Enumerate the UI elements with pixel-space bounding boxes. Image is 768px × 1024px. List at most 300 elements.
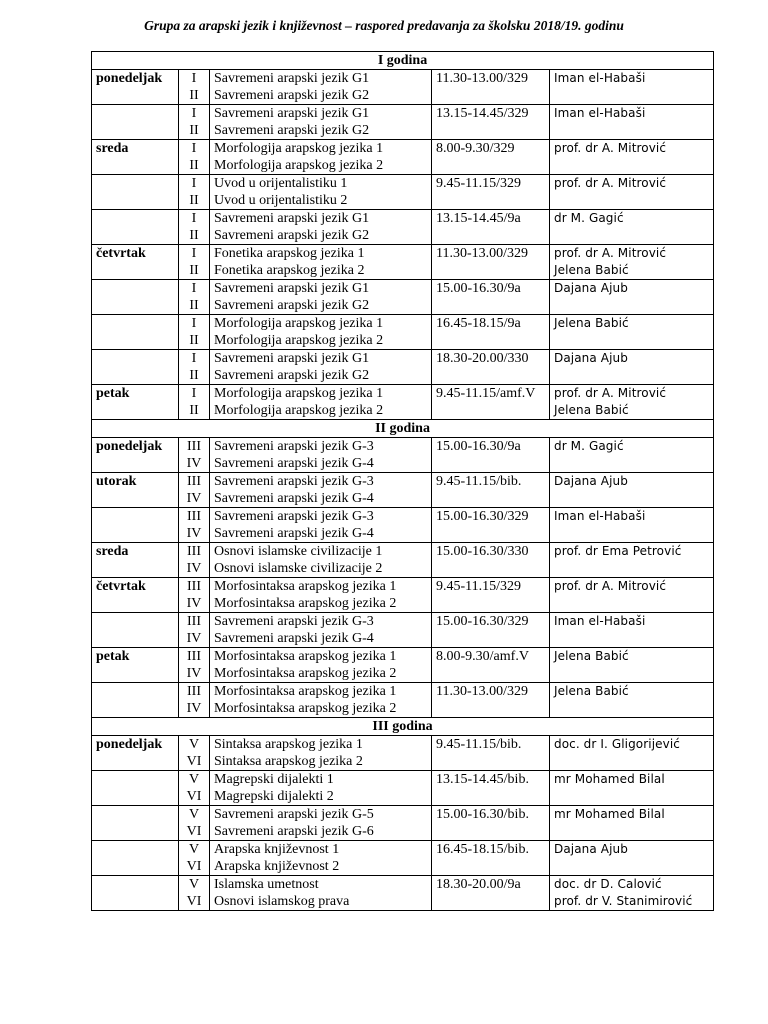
- lecturer-cell: [550, 578, 714, 613]
- day-label: ponedeljak: [96, 737, 163, 752]
- course-name: Morfosintaksa arapskog jezika 1: [214, 649, 397, 664]
- semester-cell: [179, 315, 210, 350]
- lecturer-name: Iman el-Habaši: [554, 509, 646, 523]
- day-cell: [92, 648, 179, 683]
- semester-label: II: [189, 368, 199, 383]
- semester-label: V: [188, 772, 200, 787]
- course-cell: [210, 771, 432, 806]
- course-cell: [210, 543, 432, 578]
- lecturer-name: prof. dr A. Mitrović: [554, 579, 667, 593]
- semester-label: I: [191, 141, 197, 156]
- semester-cell: [179, 245, 210, 280]
- lecturer-cell: [550, 140, 714, 175]
- time-room-cell: [432, 683, 550, 718]
- semester-label: III: [187, 649, 201, 664]
- semester-cell: [179, 210, 210, 245]
- semester-label: IV: [186, 666, 202, 681]
- day-cell: [92, 385, 179, 420]
- time-room-cell: [432, 385, 550, 420]
- lecturer-name: Iman el-Habaši: [554, 106, 646, 120]
- day-cell: [92, 578, 179, 613]
- lecturer-name: prof. dr A. Mitrović: [554, 141, 667, 155]
- time-room: 8.00-9.30/329: [436, 141, 515, 156]
- time-room-cell: [432, 543, 550, 578]
- lecturer-cell: [550, 736, 714, 771]
- time-room: 11.30-13.00/329: [436, 71, 529, 86]
- course-name: Islamska umetnost: [214, 877, 319, 892]
- semester-label: VI: [186, 754, 202, 769]
- course-name: Fonetika arapskog jezika 1: [214, 246, 365, 261]
- time-room: 9.45-11.15/bib.: [436, 474, 522, 489]
- schedule-row: [92, 876, 714, 911]
- course-cell: [210, 210, 432, 245]
- time-room-cell: [432, 841, 550, 876]
- time-room-cell: [432, 105, 550, 140]
- course-name: Morfologija arapskog jezika 2: [214, 333, 384, 348]
- course-name: Uvod u orijentalistiku 2: [214, 193, 348, 208]
- time-room-cell: [432, 578, 550, 613]
- time-room: 11.30-13.00/329: [436, 246, 529, 261]
- course-name: Savremeni arapski jezik G-3: [214, 509, 374, 524]
- course-cell: [210, 841, 432, 876]
- course-cell: [210, 876, 432, 911]
- semester-label: II: [189, 88, 199, 103]
- semester-label: II: [189, 193, 199, 208]
- lecturer-cell: [550, 175, 714, 210]
- course-name: Morfologija arapskog jezika 1: [214, 141, 384, 156]
- time-room-cell: [432, 473, 550, 508]
- course-name: Savremeni arapski jezik G1: [214, 106, 370, 121]
- schedule-row: [92, 438, 714, 473]
- lecturer-cell: [550, 841, 714, 876]
- lecturer-cell: [550, 613, 714, 648]
- schedule-row: [92, 841, 714, 876]
- course-name: Arapska književnost 2: [214, 859, 340, 874]
- time-room: 9.45-11.15/329: [436, 579, 522, 594]
- day-label: [96, 806, 174, 823]
- semester-label: VI: [186, 894, 202, 909]
- lecturer-cell: [550, 70, 714, 105]
- day-cell: [92, 140, 179, 175]
- time-room-cell: [432, 508, 550, 543]
- year-header-row: [92, 420, 714, 438]
- semester-label: III: [187, 544, 201, 559]
- time-room: 8.00-9.30/amf.V: [436, 649, 529, 664]
- course-name: Magrepski dijalekti 2: [214, 789, 334, 804]
- day-label: četvrtak: [96, 246, 146, 261]
- lecturer-cell: [550, 350, 714, 385]
- lecturer-name: Jelena Babić: [554, 649, 629, 663]
- course-cell: [210, 736, 432, 771]
- course-cell: [210, 245, 432, 280]
- lecturer-cell: [550, 683, 714, 718]
- course-name: Savremeni arapski jezik G2: [214, 368, 370, 383]
- course-cell: [210, 280, 432, 315]
- lecturer-cell: [550, 806, 714, 841]
- time-room: 15.00-16.30/330: [436, 544, 529, 559]
- course-name: Morfosintaksa arapskog jezika 1: [214, 684, 397, 699]
- schedule-row: [92, 245, 714, 280]
- course-cell: [210, 385, 432, 420]
- time-room: 13.15-14.45/329: [436, 106, 529, 121]
- time-room: 18.30-20.00/330: [436, 351, 529, 366]
- course-name: Savremeni arapski jezik G-4: [214, 631, 374, 646]
- semester-label: II: [189, 333, 199, 348]
- time-room: 15.00-16.30/329: [436, 614, 529, 629]
- day-cell: [92, 736, 179, 771]
- semester-label: IV: [186, 631, 202, 646]
- lecturer-name: mr Mohamed Bilal: [554, 772, 665, 786]
- schedule-row: [92, 385, 714, 420]
- lecturer-name: Jelena Babić: [554, 403, 629, 417]
- semester-label: III: [187, 684, 201, 699]
- semester-cell: [179, 683, 210, 718]
- time-room-cell: [432, 315, 550, 350]
- day-label: četvrtak: [96, 579, 146, 594]
- time-room-cell: [432, 613, 550, 648]
- day-cell: [92, 771, 179, 806]
- day-cell: [92, 70, 179, 105]
- day-cell: [92, 280, 179, 315]
- document-title: Grupa za arapski jezik i književnost – raspored predavanja za školsku 2018/19. godinu: [144, 18, 624, 33]
- course-name: Savremeni arapski jezik G-3: [214, 614, 374, 629]
- lecturer-name: prof. dr Ema Petrović: [554, 544, 682, 558]
- day-cell: [92, 543, 179, 578]
- time-room-cell: [432, 736, 550, 771]
- day-label: ponedeljak: [96, 71, 163, 86]
- course-name: Uvod u orijentalistiku 1: [214, 176, 348, 191]
- day-label: petak: [96, 386, 130, 401]
- lecturer-cell: [550, 508, 714, 543]
- day-cell: [92, 315, 179, 350]
- schedule-row: [92, 175, 714, 210]
- semester-label: III: [187, 509, 201, 524]
- semester-label: IV: [186, 491, 202, 506]
- course-name: Savremeni arapski jezik G-6: [214, 824, 374, 839]
- semester-label: I: [191, 386, 197, 401]
- day-label: [96, 315, 174, 332]
- lecturer-name: Iman el-Habaši: [554, 71, 646, 85]
- day-label: [96, 613, 174, 630]
- course-name: Savremeni arapski jezik G2: [214, 298, 370, 313]
- course-name: Osnovi islamske civilizacije 2: [214, 561, 383, 576]
- schedule-row: [92, 648, 714, 683]
- day-label: [96, 508, 174, 525]
- course-name: Magrepski dijalekti 1: [214, 772, 334, 787]
- time-room-cell: [432, 245, 550, 280]
- schedule-row: [92, 683, 714, 718]
- schedule-row: [92, 543, 714, 578]
- semester-cell: [179, 736, 210, 771]
- day-cell: [92, 473, 179, 508]
- semester-cell: [179, 105, 210, 140]
- semester-label: I: [191, 351, 197, 366]
- semester-label: V: [188, 737, 200, 752]
- course-name: Savremeni arapski jezik G-5: [214, 807, 374, 822]
- semester-cell: [179, 140, 210, 175]
- course-name: Savremeni arapski jezik G2: [214, 228, 370, 243]
- schedule-row: [92, 771, 714, 806]
- semester-cell: [179, 841, 210, 876]
- semester-cell: [179, 473, 210, 508]
- course-cell: [210, 438, 432, 473]
- time-room: 15.00-16.30/bib.: [436, 807, 529, 822]
- lecturer-name: Jelena Babić: [554, 684, 629, 698]
- lecturer-cell: [550, 473, 714, 508]
- schedule-row: [92, 350, 714, 385]
- day-cell: [92, 806, 179, 841]
- schedule-row: [92, 806, 714, 841]
- semester-cell: [179, 543, 210, 578]
- schedule-row: [92, 70, 714, 105]
- course-cell: [210, 613, 432, 648]
- lecturer-cell: [550, 438, 714, 473]
- semester-label: II: [189, 228, 199, 243]
- lecturer-name: Dajana Ajub: [554, 474, 628, 488]
- day-cell: [92, 841, 179, 876]
- semester-label: I: [191, 176, 197, 191]
- semester-cell: [179, 70, 210, 105]
- course-name: Morfosintaksa arapskog jezika 2: [214, 596, 397, 611]
- day-label: [96, 175, 174, 192]
- day-label: utorak: [96, 474, 137, 489]
- day-label: [96, 876, 174, 893]
- course-cell: [210, 806, 432, 841]
- day-label: [96, 105, 174, 122]
- time-room: 9.45-11.15/329: [436, 176, 522, 191]
- time-room-cell: [432, 140, 550, 175]
- semester-label: I: [191, 211, 197, 226]
- day-label: [96, 210, 174, 227]
- course-name: Morfologija arapskog jezika 1: [214, 316, 384, 331]
- time-room: 15.00-16.30/329: [436, 509, 529, 524]
- semester-label: VI: [186, 859, 202, 874]
- time-room: 16.45-18.15/bib.: [436, 842, 529, 857]
- course-cell: [210, 578, 432, 613]
- time-room-cell: [432, 438, 550, 473]
- course-cell: [210, 315, 432, 350]
- day-label: sreda: [96, 544, 129, 559]
- day-label: [96, 350, 174, 367]
- time-room-cell: [432, 70, 550, 105]
- course-cell: [210, 508, 432, 543]
- day-label: [96, 683, 174, 700]
- semester-label: IV: [186, 561, 202, 576]
- day-cell: [92, 508, 179, 543]
- semester-label: II: [189, 298, 199, 313]
- schedule-table: [91, 51, 714, 911]
- schedule-row: [92, 578, 714, 613]
- day-cell: [92, 876, 179, 911]
- schedule-row: [92, 280, 714, 315]
- year-header: III godina: [92, 718, 714, 736]
- time-room-cell: [432, 648, 550, 683]
- semester-label: I: [191, 106, 197, 121]
- course-name: Osnovi islamskog prava: [214, 894, 350, 909]
- day-label: [96, 771, 174, 788]
- semester-label: VI: [186, 789, 202, 804]
- time-room-cell: [432, 771, 550, 806]
- course-name: Sintaksa arapskog jezika 1: [214, 737, 363, 752]
- lecturer-cell: [550, 543, 714, 578]
- time-room: 11.30-13.00/329: [436, 684, 529, 699]
- semester-label: I: [191, 316, 197, 331]
- day-cell: [92, 438, 179, 473]
- course-name: Savremeni arapski jezik G-3: [214, 439, 374, 454]
- lecturer-name: mr Mohamed Bilal: [554, 807, 665, 821]
- lecturer-name: dr M. Gagić: [554, 439, 624, 453]
- lecturer-cell: [550, 210, 714, 245]
- lecturer-name: Dajana Ajub: [554, 842, 628, 856]
- semester-label: II: [189, 158, 199, 173]
- course-name: Savremeni arapski jezik G2: [214, 123, 370, 138]
- semester-label: IV: [186, 526, 202, 541]
- day-label: [96, 280, 174, 297]
- day-label: petak: [96, 649, 130, 664]
- day-cell: [92, 613, 179, 648]
- course-name: Savremeni arapski jezik G1: [214, 351, 370, 366]
- course-name: Savremeni arapski jezik G-4: [214, 491, 374, 506]
- day-cell: [92, 245, 179, 280]
- schedule-row: [92, 105, 714, 140]
- year-header-row: [92, 52, 714, 70]
- semester-cell: [179, 613, 210, 648]
- lecturer-cell: [550, 648, 714, 683]
- lecturer-cell: [550, 245, 714, 280]
- lecturer-cell: [550, 105, 714, 140]
- time-room: 16.45-18.15/9a: [436, 316, 521, 331]
- course-cell: [210, 350, 432, 385]
- lecturer-name: dr M. Gagić: [554, 211, 624, 225]
- course-cell: [210, 473, 432, 508]
- lecturer-cell: [550, 385, 714, 420]
- semester-label: III: [187, 614, 201, 629]
- course-cell: [210, 105, 432, 140]
- course-cell: [210, 175, 432, 210]
- semester-cell: [179, 280, 210, 315]
- semester-label: I: [191, 281, 197, 296]
- day-cell: [92, 350, 179, 385]
- lecturer-name: prof. dr V. Stanimirović: [554, 894, 693, 908]
- schedule-row: [92, 508, 714, 543]
- semester-label: I: [191, 246, 197, 261]
- lecturer-name: doc. dr D. Calović: [554, 877, 662, 891]
- lecturer-cell: [550, 280, 714, 315]
- day-cell: [92, 175, 179, 210]
- semester-label: IV: [186, 596, 202, 611]
- semester-cell: [179, 876, 210, 911]
- lecturer-name: Dajana Ajub: [554, 281, 628, 295]
- semester-label: VI: [186, 824, 202, 839]
- semester-label: I: [191, 71, 197, 86]
- lecturer-cell: [550, 876, 714, 911]
- time-room-cell: [432, 280, 550, 315]
- schedule-row: [92, 210, 714, 245]
- time-room-cell: [432, 175, 550, 210]
- lecturer-cell: [550, 315, 714, 350]
- lecturer-name: Jelena Babić: [554, 316, 629, 330]
- schedule-row: [92, 473, 714, 508]
- semester-label: III: [187, 579, 201, 594]
- semester-label: II: [189, 263, 199, 278]
- semester-label: III: [187, 474, 201, 489]
- semester-cell: [179, 771, 210, 806]
- semester-label: V: [188, 877, 200, 892]
- semester-label: IV: [186, 456, 202, 471]
- course-cell: [210, 140, 432, 175]
- course-name: Savremeni arapski jezik G-4: [214, 456, 374, 471]
- course-name: Morfologija arapskog jezika 2: [214, 403, 384, 418]
- time-room: 13.15-14.45/bib.: [436, 772, 529, 787]
- year-header: II godina: [92, 420, 714, 438]
- course-name: Morfosintaksa arapskog jezika 2: [214, 666, 397, 681]
- course-name: Savremeni arapski jezik G-3: [214, 474, 374, 489]
- schedule-row: [92, 315, 714, 350]
- time-room-cell: [432, 876, 550, 911]
- course-name: Fonetika arapskog jezika 2: [214, 263, 365, 278]
- course-cell: [210, 70, 432, 105]
- lecturer-name: prof. dr A. Mitrović: [554, 176, 667, 190]
- semester-cell: [179, 806, 210, 841]
- semester-cell: [179, 648, 210, 683]
- course-name: Savremeni arapski jezik G1: [214, 71, 370, 86]
- course-name: Sintaksa arapskog jezika 2: [214, 754, 363, 769]
- time-room: 15.00-16.30/9a: [436, 439, 521, 454]
- schedule-row: [92, 736, 714, 771]
- day-label: [96, 841, 174, 858]
- course-name: Morfosintaksa arapskog jezika 1: [214, 579, 397, 594]
- lecturer-name: Dajana Ajub: [554, 351, 628, 365]
- day-cell: [92, 683, 179, 718]
- course-name: Savremeni arapski jezik G2: [214, 88, 370, 103]
- day-label: ponedeljak: [96, 439, 163, 454]
- semester-label: IV: [186, 701, 202, 716]
- day-cell: [92, 105, 179, 140]
- course-cell: [210, 683, 432, 718]
- course-name: Osnovi islamske civilizacije 1: [214, 544, 383, 559]
- semester-label: II: [189, 123, 199, 138]
- day-label: sreda: [96, 141, 129, 156]
- course-name: Morfosintaksa arapskog jezika 2: [214, 701, 397, 716]
- schedule-row: [92, 613, 714, 648]
- semester-cell: [179, 438, 210, 473]
- year-header-row: [92, 718, 714, 736]
- semester-cell: [179, 508, 210, 543]
- lecturer-name: prof. dr A. Mitrović: [554, 246, 667, 260]
- time-room: 18.30-20.00/9a: [436, 877, 521, 892]
- lecturer-name: Iman el-Habaši: [554, 614, 646, 628]
- lecturer-name: doc. dr I. Gligorijević: [554, 737, 680, 751]
- course-name: Savremeni arapski jezik G1: [214, 281, 370, 296]
- lecturer-cell: [550, 771, 714, 806]
- semester-label: II: [189, 403, 199, 418]
- time-room-cell: [432, 806, 550, 841]
- course-name: Savremeni arapski jezik G1: [214, 211, 370, 226]
- semester-cell: [179, 175, 210, 210]
- schedule-row: [92, 140, 714, 175]
- course-name: Savremeni arapski jezik G-4: [214, 526, 374, 541]
- time-room-cell: [432, 350, 550, 385]
- time-room: 9.45-11.15/bib.: [436, 737, 522, 752]
- semester-cell: [179, 578, 210, 613]
- semester-cell: [179, 385, 210, 420]
- course-cell: [210, 648, 432, 683]
- time-room: 15.00-16.30/9a: [436, 281, 521, 296]
- semester-cell: [179, 350, 210, 385]
- course-name: Morfologija arapskog jezika 1: [214, 386, 384, 401]
- course-name: Arapska književnost 1: [214, 842, 340, 857]
- course-name: Morfologija arapskog jezika 2: [214, 158, 384, 173]
